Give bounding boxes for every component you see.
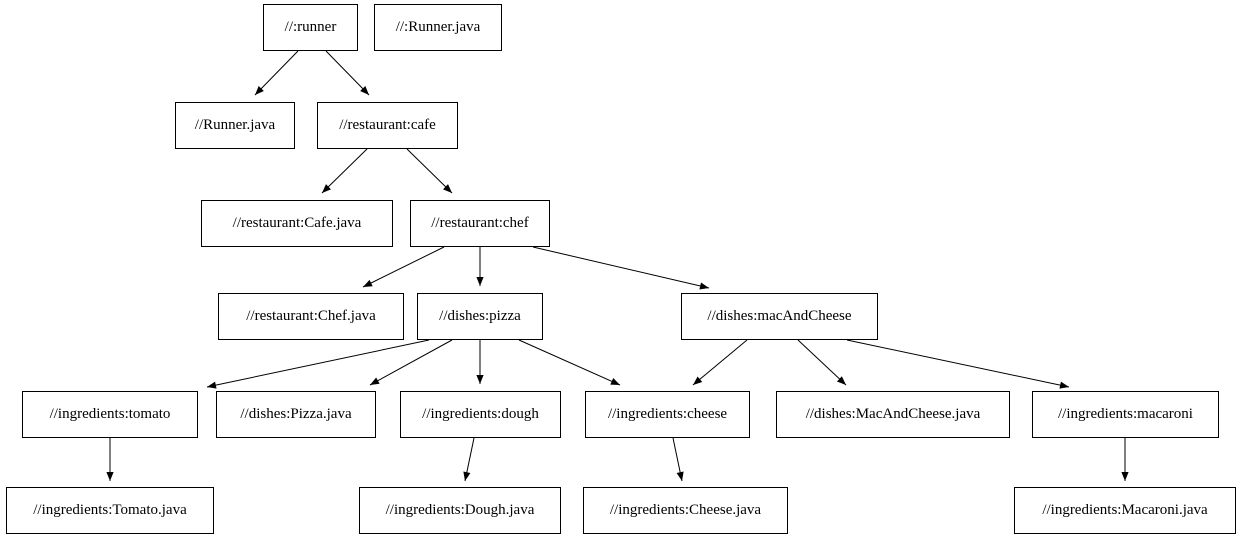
graph-edge-arrowhead bbox=[368, 377, 379, 388]
graph-node-label: //dishes:Pizza.java bbox=[240, 406, 352, 422]
graph-edge bbox=[693, 340, 747, 385]
graph-node-label: //ingredients:Dough.java bbox=[385, 502, 535, 518]
graph-node-label: //ingredients:Cheese.java bbox=[609, 502, 762, 518]
graph-node-label: //ingredients:Macaroni.java bbox=[1042, 502, 1208, 518]
graph-edge bbox=[326, 51, 369, 95]
graph-edge-arrowhead bbox=[461, 471, 470, 481]
graph-node-label: //restaurant:Cafe.java bbox=[232, 215, 362, 231]
graph-node[interactable] bbox=[6, 487, 214, 534]
graph-edge-arrowhead bbox=[699, 282, 709, 291]
graph-node[interactable] bbox=[583, 487, 788, 534]
graph-node[interactable] bbox=[317, 102, 458, 149]
graph-node[interactable] bbox=[359, 487, 561, 534]
graph-edge-arrowhead bbox=[206, 382, 216, 391]
graph-edge bbox=[322, 149, 367, 193]
graph-edge-arrowhead bbox=[106, 472, 113, 481]
graph-node-label: //ingredients:Tomato.java bbox=[33, 502, 187, 518]
graph-node[interactable] bbox=[218, 293, 404, 340]
graph-node[interactable] bbox=[776, 391, 1010, 438]
graph-edge bbox=[207, 340, 429, 387]
graph-edge bbox=[370, 340, 452, 385]
graph-node-label: //dishes:macAndCheese bbox=[707, 308, 852, 324]
graph-node[interactable] bbox=[216, 391, 376, 438]
graph-node-label: //ingredients:cheese bbox=[607, 406, 728, 422]
graph-node[interactable] bbox=[410, 200, 550, 247]
graph-node-label: //dishes:pizza bbox=[439, 308, 521, 324]
graph-node[interactable] bbox=[1032, 391, 1219, 438]
graph-edge bbox=[847, 340, 1069, 387]
graph-edge-arrowhead bbox=[677, 471, 686, 481]
graph-edge bbox=[533, 247, 709, 288]
graph-edge-arrowhead bbox=[1121, 472, 1128, 481]
graph-edge bbox=[407, 149, 452, 193]
graph-node-label: //Runner.java bbox=[194, 117, 276, 133]
graph-edge-arrowhead bbox=[610, 378, 621, 388]
graph-node[interactable] bbox=[417, 293, 543, 340]
graph-node-label: //:Runner.java bbox=[395, 19, 481, 35]
graph-edge-arrowhead bbox=[361, 280, 372, 290]
graph-edge bbox=[519, 340, 620, 385]
graph-node[interactable] bbox=[681, 293, 878, 340]
graph-node[interactable] bbox=[585, 391, 750, 438]
graph-node-label: //restaurant:Chef.java bbox=[246, 308, 376, 324]
graph-node-label: //ingredients:macaroni bbox=[1058, 406, 1193, 422]
graph-node[interactable] bbox=[1014, 487, 1236, 534]
graph-node-label: //restaurant:cafe bbox=[339, 117, 436, 133]
graph-node[interactable] bbox=[263, 4, 358, 51]
graph-edge-arrowhead bbox=[476, 277, 483, 286]
graph-node-label: //:runner bbox=[284, 19, 337, 35]
graph-node-label: //ingredients:tomato bbox=[49, 406, 171, 422]
graph-node[interactable] bbox=[400, 391, 561, 438]
graph-edge bbox=[255, 51, 298, 95]
graph-node[interactable] bbox=[201, 200, 393, 247]
graph-node-label: //dishes:MacAndCheese.java bbox=[805, 406, 981, 422]
graph-node[interactable] bbox=[22, 391, 198, 438]
graph-node-label: //restaurant:chef bbox=[431, 215, 529, 231]
graph-node-label: //ingredients:dough bbox=[422, 406, 539, 422]
graph-node[interactable] bbox=[374, 4, 502, 51]
graph-edge-arrowhead bbox=[1059, 382, 1069, 391]
graph-node[interactable] bbox=[175, 102, 295, 149]
graph-edge bbox=[363, 247, 444, 287]
graph-edge-arrowhead bbox=[476, 375, 483, 384]
graph-edge bbox=[798, 340, 846, 385]
